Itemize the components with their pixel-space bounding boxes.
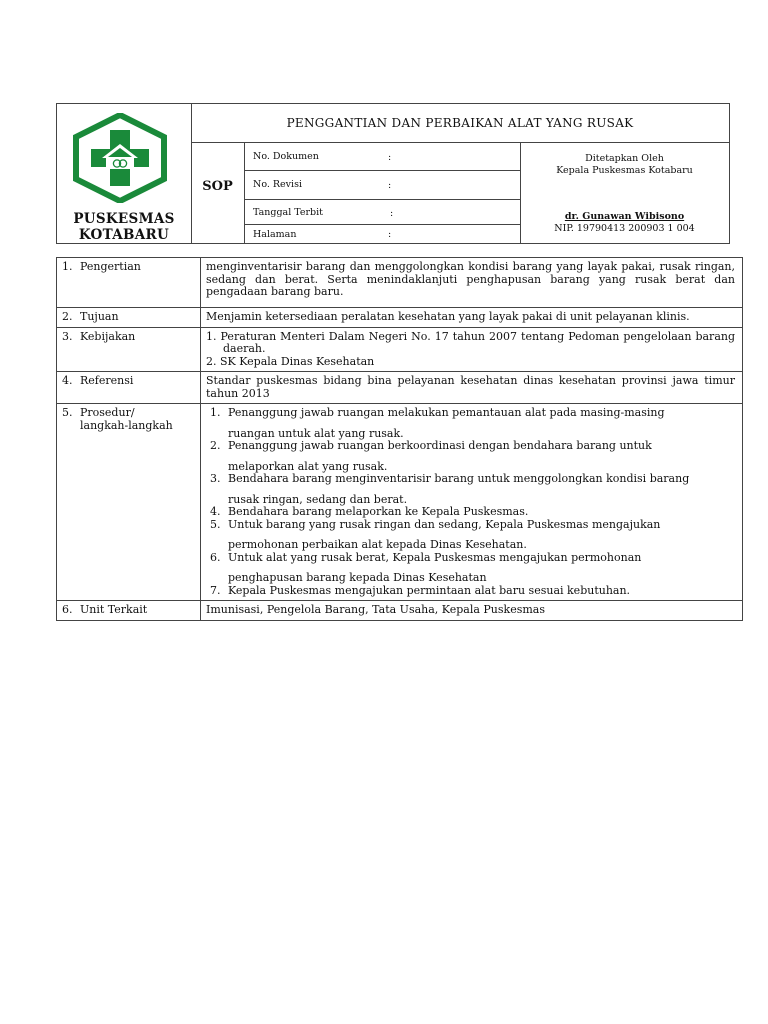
procedure-step	[206, 552, 735, 585]
step-number: 3.	[210, 472, 221, 485]
meta-row-tanggal-terbit	[245, 200, 520, 225]
signer-nip: NIP. 19790413 200903 1 004	[554, 223, 695, 234]
section-label	[57, 372, 201, 404]
section-number: 2.	[62, 310, 73, 323]
section-title: Tujuan	[80, 310, 119, 323]
approval-line1: Ditetapkan Oleh	[585, 153, 664, 164]
procedure-step	[206, 585, 735, 598]
section-label	[57, 327, 201, 372]
step-number: 1.	[210, 406, 221, 419]
section-title-continued: langkah-langkah	[80, 418, 173, 432]
section-content: Imunisasi, Pengelola Barang, Tata Usaha, Kepala Puskesmas	[201, 601, 743, 621]
step-text: Untuk barang yang rusak ringan dan sedang, Kepala Puskesmas mengajukan	[228, 517, 661, 531]
table-row	[57, 258, 743, 308]
document-title: PENGGANTIAN DAN PERBAIKAN ALAT YANG RUSAK	[191, 104, 729, 143]
procedure-step	[206, 440, 735, 473]
section-number: 5.	[62, 406, 73, 419]
section-label	[57, 404, 201, 601]
section-number: 1.	[62, 260, 73, 273]
section-content: menginventarisir barang dan menggolongkan kondisi barang yang layak pakai, rusak ringan, sedang dan berat. Serta menindaklanjuti penghapusan barang yang rusak berat dan pengadaan barang baru.	[201, 258, 743, 308]
step-number: 6.	[210, 550, 221, 564]
meta-label: Tanggal Terbit	[253, 207, 323, 218]
section-title: Referensi	[80, 374, 134, 387]
meta-row-halaman	[245, 225, 520, 243]
section-content: Menjamin ketersediaan peralatan kesehatan yang layak pakai di unit pelayanan klinis.	[201, 308, 743, 328]
table-row	[57, 372, 743, 404]
section-content	[201, 404, 743, 601]
meta-label: No. Dokumen	[253, 151, 319, 162]
meta-label: Halaman	[253, 229, 297, 240]
sop-content-table	[56, 257, 743, 621]
meta-value: :	[390, 208, 394, 219]
section-label	[57, 601, 201, 621]
step-text-continued: permohonan perbaikan alat kepada Dinas Kesehatan.	[228, 538, 527, 551]
section-label	[57, 308, 201, 328]
org-name-line2: KOTABARU	[78, 227, 170, 243]
meta-value: :	[388, 229, 392, 240]
approval-block	[520, 142, 729, 243]
approval-line2: Kepala Puskesmas Kotabaru	[556, 165, 693, 176]
meta-row-dokumen	[245, 142, 520, 171]
section-content	[201, 327, 743, 372]
section-title: Unit Terkait	[80, 603, 148, 616]
step-text: Penanggung jawab ruangan berkoordinasi dengan bendahara barang untuk	[228, 439, 652, 452]
section-number: 6.	[62, 603, 73, 616]
step-number: 5.	[210, 517, 221, 531]
step-number: 4.	[210, 505, 221, 518]
step-number: 2.	[210, 439, 221, 452]
step-text-continued: ruangan untuk alat yang rusak.	[228, 426, 404, 440]
step-text: Bendahara barang melaporkan ke Kepala Puskesmas.	[228, 505, 529, 518]
puskesmas-cross-icon	[72, 113, 168, 203]
policy-item: 2. SK Kepala Dinas Kesehatan	[206, 354, 375, 368]
step-text: Bendahara barang menginventarisir barang untuk menggolongkan kondisi barang	[228, 472, 690, 485]
step-number: 7.	[210, 583, 221, 597]
policy-item: 1. Peraturan Menteri Dalam Negeri No. 17 tahun 2007 tentang Pedoman pengelolaan barang daerah.	[206, 329, 735, 355]
section-content: Standar puskesmas bidang bina pelayanan kesehatan dinas kesehatan provinsi jawa timur tahun 2013	[201, 372, 743, 404]
meta-value: :	[388, 152, 392, 163]
step-text-continued: penghapusan barang kepada Dinas Kesehatan	[228, 571, 487, 584]
table-row	[57, 327, 743, 372]
section-title: Pengertian	[80, 260, 141, 273]
section-label	[57, 258, 201, 308]
table-row	[57, 404, 743, 601]
step-text: Kepala Puskesmas mengajukan permintaan alat baru sesuai kebutuhan.	[228, 583, 631, 597]
org-name-line1: PUSKESMAS	[73, 211, 175, 227]
section-number: 3.	[62, 329, 73, 343]
doc-type-label: SOP	[191, 142, 245, 243]
sop-header	[56, 103, 730, 244]
meta-label: No. Revisi	[253, 179, 302, 190]
procedure-steps	[206, 407, 735, 597]
meta-value: :	[388, 180, 392, 191]
procedure-step	[206, 519, 735, 552]
section-number: 4.	[62, 374, 73, 387]
procedure-step	[206, 473, 735, 506]
section-title: Prosedur/	[80, 406, 135, 419]
logo-cell	[57, 104, 192, 243]
step-text-continued: rusak ringan, sedang dan berat.	[228, 492, 408, 506]
meta-row-revisi	[245, 171, 520, 200]
document-meta	[245, 142, 521, 243]
signer-name: dr. Gunawan Wibisono	[564, 211, 685, 222]
step-text: Penanggung jawab ruangan melakukan pemantauan alat pada masing-masing	[228, 406, 665, 419]
table-row	[57, 308, 743, 328]
step-text-continued: melaporkan alat yang rusak.	[228, 459, 388, 473]
step-text: Untuk alat yang rusak berat, Kepala Puskesmas mengajukan permohonan	[228, 550, 642, 564]
section-title: Kebijakan	[80, 329, 136, 343]
table-row	[57, 601, 743, 621]
procedure-step	[206, 407, 735, 440]
